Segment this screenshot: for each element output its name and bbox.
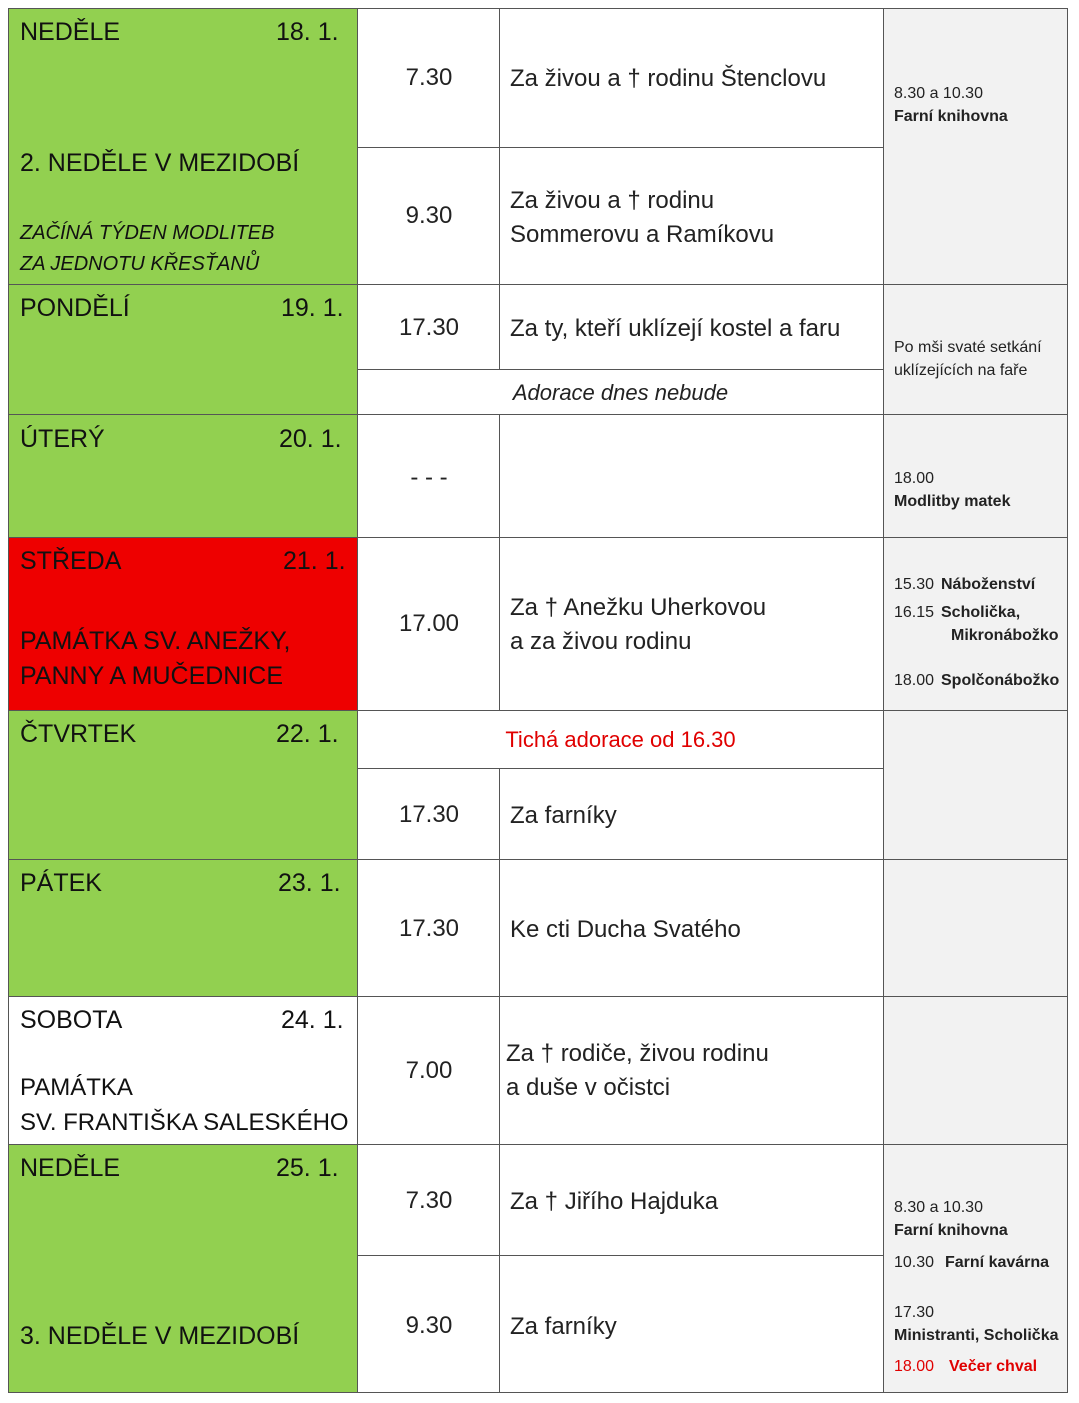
notes-event: Náboženství	[941, 576, 1036, 593]
notes-event: Scholička,	[941, 604, 1021, 621]
mass-intention: Za † Anežku Uherkovou a za živou rodinu	[510, 594, 767, 655]
notes-event: Modlitby matek	[894, 493, 1011, 510]
notes-event: Spolčonábožko	[941, 672, 1060, 689]
feast-title: 2. NEDĚLE V MEZIDOBÍ	[20, 149, 300, 177]
mass-intention: Za † rodiče, živou rodinu a duše v očistci	[506, 1040, 769, 1101]
mass-intention: Za farníky	[510, 802, 617, 829]
day-date: 18. 1.	[276, 18, 339, 46]
notes-time: 16.15	[894, 604, 935, 621]
day-name: NEDĚLE	[20, 1154, 121, 1182]
mass-time: 17.30	[398, 801, 460, 828]
day-date: 20. 1.	[279, 425, 342, 453]
adoration-note: Tichá adorace od 16.30	[505, 727, 736, 752]
notes-time: 8.30 a 10.30	[894, 85, 983, 102]
notes-time: 15.30	[894, 576, 935, 593]
mass-time: 7.30	[405, 64, 453, 91]
day-date: 25. 1.	[276, 1154, 339, 1182]
mass-intention: Za farníky	[510, 1313, 617, 1340]
day-name: ÚTERÝ	[20, 425, 105, 453]
notes-time: 18.00	[894, 672, 935, 689]
mass-time: 17.30	[398, 915, 460, 942]
day-date: 21. 1.	[283, 547, 346, 575]
notes-cell	[883, 8, 1068, 285]
mass-intention: Za živou a † rodinu Štenclovu	[510, 65, 827, 92]
day-name: PÁTEK	[20, 869, 102, 897]
day-name: ČTVRTEK	[20, 720, 137, 748]
feast-title: 3. NEDĚLE V MEZIDOBÍ	[20, 1322, 300, 1350]
notes-cell	[883, 710, 1068, 860]
notes-event: Večer chval	[949, 1358, 1038, 1375]
day-name: SOBOTA	[20, 1006, 123, 1034]
mass-time: 17.00	[398, 610, 460, 637]
feast-title: PAMÁTKA SV. ANEŽKY, PANNY A MUČEDNICE	[20, 627, 291, 690]
day-name: NEDĚLE	[20, 18, 121, 46]
day-date: 22. 1.	[276, 720, 339, 748]
day-date: 24. 1.	[281, 1006, 344, 1034]
notes-line: Po mši svaté setkání	[894, 339, 1042, 356]
notes-event: Farní kavárna	[945, 1254, 1050, 1271]
day-date: 23. 1.	[278, 869, 341, 897]
day-date: 19. 1.	[281, 294, 344, 322]
feast-subtitle: ZAČÍNÁ TÝDEN MODLITEB ZA JEDNOTU KŘESŤANŮ	[20, 222, 275, 275]
notes-time: 8.30 a 10.30	[894, 1199, 983, 1216]
day-name: STŘEDA	[20, 547, 122, 575]
mass-time: 9.30	[405, 202, 453, 229]
adoration-note: Adorace dnes nebude	[512, 380, 729, 405]
mass-intention: Za živou a † rodinu Sommerovu a Ramíkovu	[510, 187, 775, 248]
notes-event: Ministranti, Scholička	[894, 1327, 1059, 1344]
notes-cell	[883, 996, 1068, 1145]
mass-time: 7.00	[405, 1057, 453, 1084]
mass-time: 7.30	[405, 1187, 453, 1214]
notes-time: 18.00	[894, 1358, 935, 1375]
notes-event: Farní knihovna	[894, 108, 1008, 125]
feast-title: PAMÁTKA SV. FRANTIŠKA SALESKÉHO	[20, 1074, 349, 1136]
mass-intention: Za † Jiřího Hajduka	[510, 1188, 719, 1215]
day-name: PONDĚLÍ	[20, 294, 130, 322]
intention-cell	[499, 414, 884, 538]
notes-line: uklízejících na faře	[894, 362, 1028, 379]
notes-cell	[883, 859, 1068, 997]
mass-time: 9.30	[405, 1312, 453, 1339]
notes-time: 17.30	[894, 1304, 935, 1321]
mass-intention: Za ty, kteří uklízejí kostel a faru	[510, 315, 841, 342]
notes-time: 18.00	[894, 470, 935, 487]
notes-time: 10.30	[894, 1254, 935, 1271]
mass-intention: Ke cti Ducha Svatého	[510, 916, 741, 943]
mass-time: 17.30	[398, 314, 460, 341]
notes-event: Mikronábožko	[951, 627, 1059, 644]
mass-time: - - -	[410, 464, 448, 491]
notes-event: Farní knihovna	[894, 1222, 1008, 1239]
